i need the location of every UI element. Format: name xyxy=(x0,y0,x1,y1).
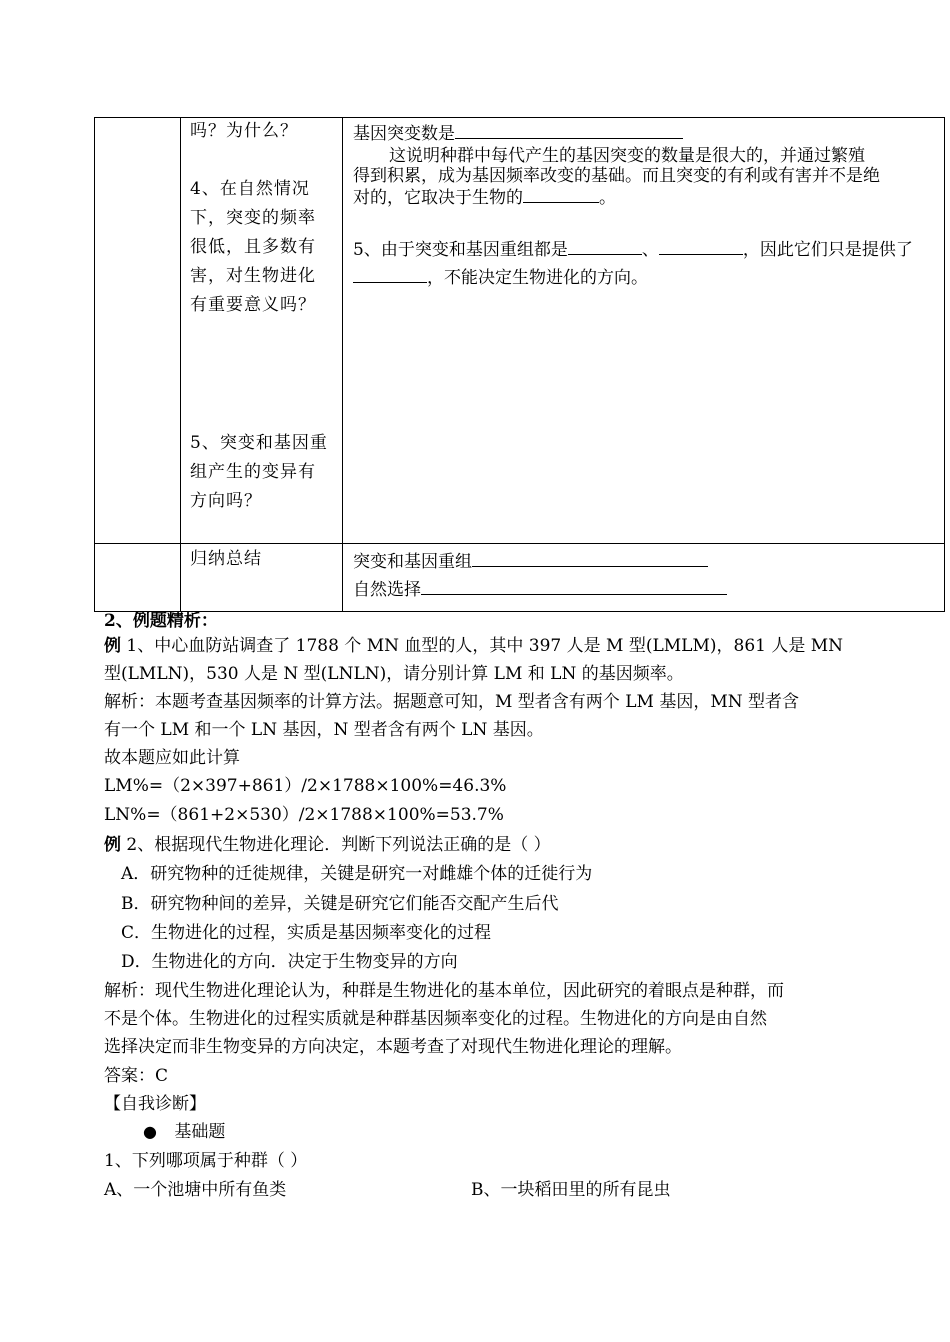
depends-on-blank[interactable] xyxy=(523,186,599,203)
gene-mutation-count-blank[interactable] xyxy=(455,122,683,139)
basic-questions-heading xyxy=(143,1120,225,1144)
summary-label: 归纳总结 xyxy=(190,549,262,569)
basic-questions-label: 基础题 xyxy=(174,1122,226,1142)
section-title: 2、例题精析： xyxy=(104,611,218,631)
question-4-line: 下，突变的频率 xyxy=(190,208,316,228)
example-2-analysis-line-2: 不是个体。生物进化的过程实质就是种群基因频率变化的过程。生物进化的方向是由自然 xyxy=(104,1009,767,1029)
question-5-line: 5、突变和基因重 xyxy=(190,433,328,453)
question-4-line: 有重要意义吗？ xyxy=(190,295,316,315)
answer-5 xyxy=(353,236,913,292)
gene-mutation-count-line xyxy=(353,122,683,144)
answer-5-blank-2[interactable] xyxy=(659,238,743,255)
summary-mutation-line: 突变和基因重组 xyxy=(353,548,727,576)
question-5 xyxy=(190,429,338,516)
example-2-option-b: B．研究物种间的差异，关键是研究它们能否交配产生后代 xyxy=(121,894,559,914)
example-2-question: 例 2、根据现代生物进化理论．判断下列说法正确的是（ ） xyxy=(104,835,551,855)
summary-selection-blank[interactable] xyxy=(421,578,727,595)
example-2-option-a: A．研究物种的迁徙规律，关键是研究一对雌雄个体的迁徙行为 xyxy=(121,864,593,884)
question-4-line: 很低，且多数有 xyxy=(190,237,316,257)
question-5-line: 方向吗？ xyxy=(190,491,262,511)
summary-mutation-blank[interactable] xyxy=(472,550,708,567)
example-2-analysis-line-3: 选择决定而非生物变异的方向决定，本题考查了对现代生物进化理论的理解。 xyxy=(104,1037,682,1057)
table-row-divider xyxy=(94,543,944,544)
example-1-question-line-2: 型(LMLN)，530 人是 N 型(LNLN)，请分别计算 LM 和 LN 的基因频率。 xyxy=(104,664,684,684)
example-2-answer: 答案：C xyxy=(104,1066,169,1086)
example-2-option-d: D．生物进化的方向．决定于生物变异的方向 xyxy=(121,952,458,972)
table-col-divider-1 xyxy=(180,117,181,611)
answer-5-blank-1[interactable] xyxy=(568,238,642,255)
table-col-divider-2 xyxy=(342,117,343,611)
bullet-icon: ● xyxy=(143,1122,157,1141)
example-1-calc-intro: 故本题应如此计算 xyxy=(104,748,240,768)
question-cont: 吗？为什么？ xyxy=(190,121,298,141)
self-check-title: 【自我诊断】 xyxy=(104,1094,206,1114)
example-2-analysis-line-1: 解析：现代生物进化理论认为，种群是生物进化的基本单位，因此研究的着眼点是种群，而 xyxy=(104,981,784,1001)
example-1-analysis-line-2: 有一个 LM 和一个 LN 基因，N 型者含有两个 LN 基因。 xyxy=(104,720,544,740)
question-1: 1、下列哪项属于种群（ ） xyxy=(104,1151,308,1171)
summary-lines xyxy=(353,548,727,604)
question-5-line: 组产生的变异有 xyxy=(190,462,316,482)
question-4-line: 害，对生物进化 xyxy=(190,266,316,286)
mutation-explanation-line: 这说明种群中每代产生的基因突变的数量是很大的，并通过繁殖 xyxy=(389,146,865,166)
mutation-explanation xyxy=(353,146,938,208)
example-1-analysis-line-1: 解析：本题考查基因频率的计算方法。据题意可知，M 型者含有两个 LM 基因，MN 型者含 xyxy=(104,692,799,712)
example-2-option-c: C．生物进化的过程，实质是基因频率变化的过程 xyxy=(121,923,492,943)
example-1-question-line-1: 例 1、中心血防站调查了 1788 个 MN 血型的人，其中 397 人是 M 型(LMLM)，861 人是 MN xyxy=(104,636,844,656)
mutation-explanation-last: 对的，它取决于生物的 。 xyxy=(353,188,616,208)
question-1-option-a: A、一个池塘中所有鱼类 xyxy=(104,1180,287,1200)
gene-mutation-count-label: 基因突变数是 xyxy=(353,124,455,144)
answer-5-blank-3[interactable] xyxy=(353,266,427,283)
answer-5-line-1: 5、由于突变和基因重组都是 、 ，因此它们只是提供了 xyxy=(353,240,913,260)
question-4-line: 4、在自然情况 xyxy=(190,179,310,199)
question-4 xyxy=(190,175,338,320)
question-1-option-b: B、一块稻田里的所有昆虫 xyxy=(471,1180,671,1200)
answer-5-line-2: ，不能决定生物进化的方向。 xyxy=(353,264,913,292)
example-1-calc-ln: LN%=（861+2×530）/2×1788×100%=53.7% xyxy=(104,805,504,825)
mutation-explanation-line: 得到积累，成为基因频率改变的基础。而且突变的有利或有害并不是绝 xyxy=(353,166,880,186)
example-1-calc-lm: LM%=（2×397+861）/2×1788×100%=46.3% xyxy=(104,776,507,796)
summary-selection-line: 自然选择 xyxy=(353,576,727,604)
